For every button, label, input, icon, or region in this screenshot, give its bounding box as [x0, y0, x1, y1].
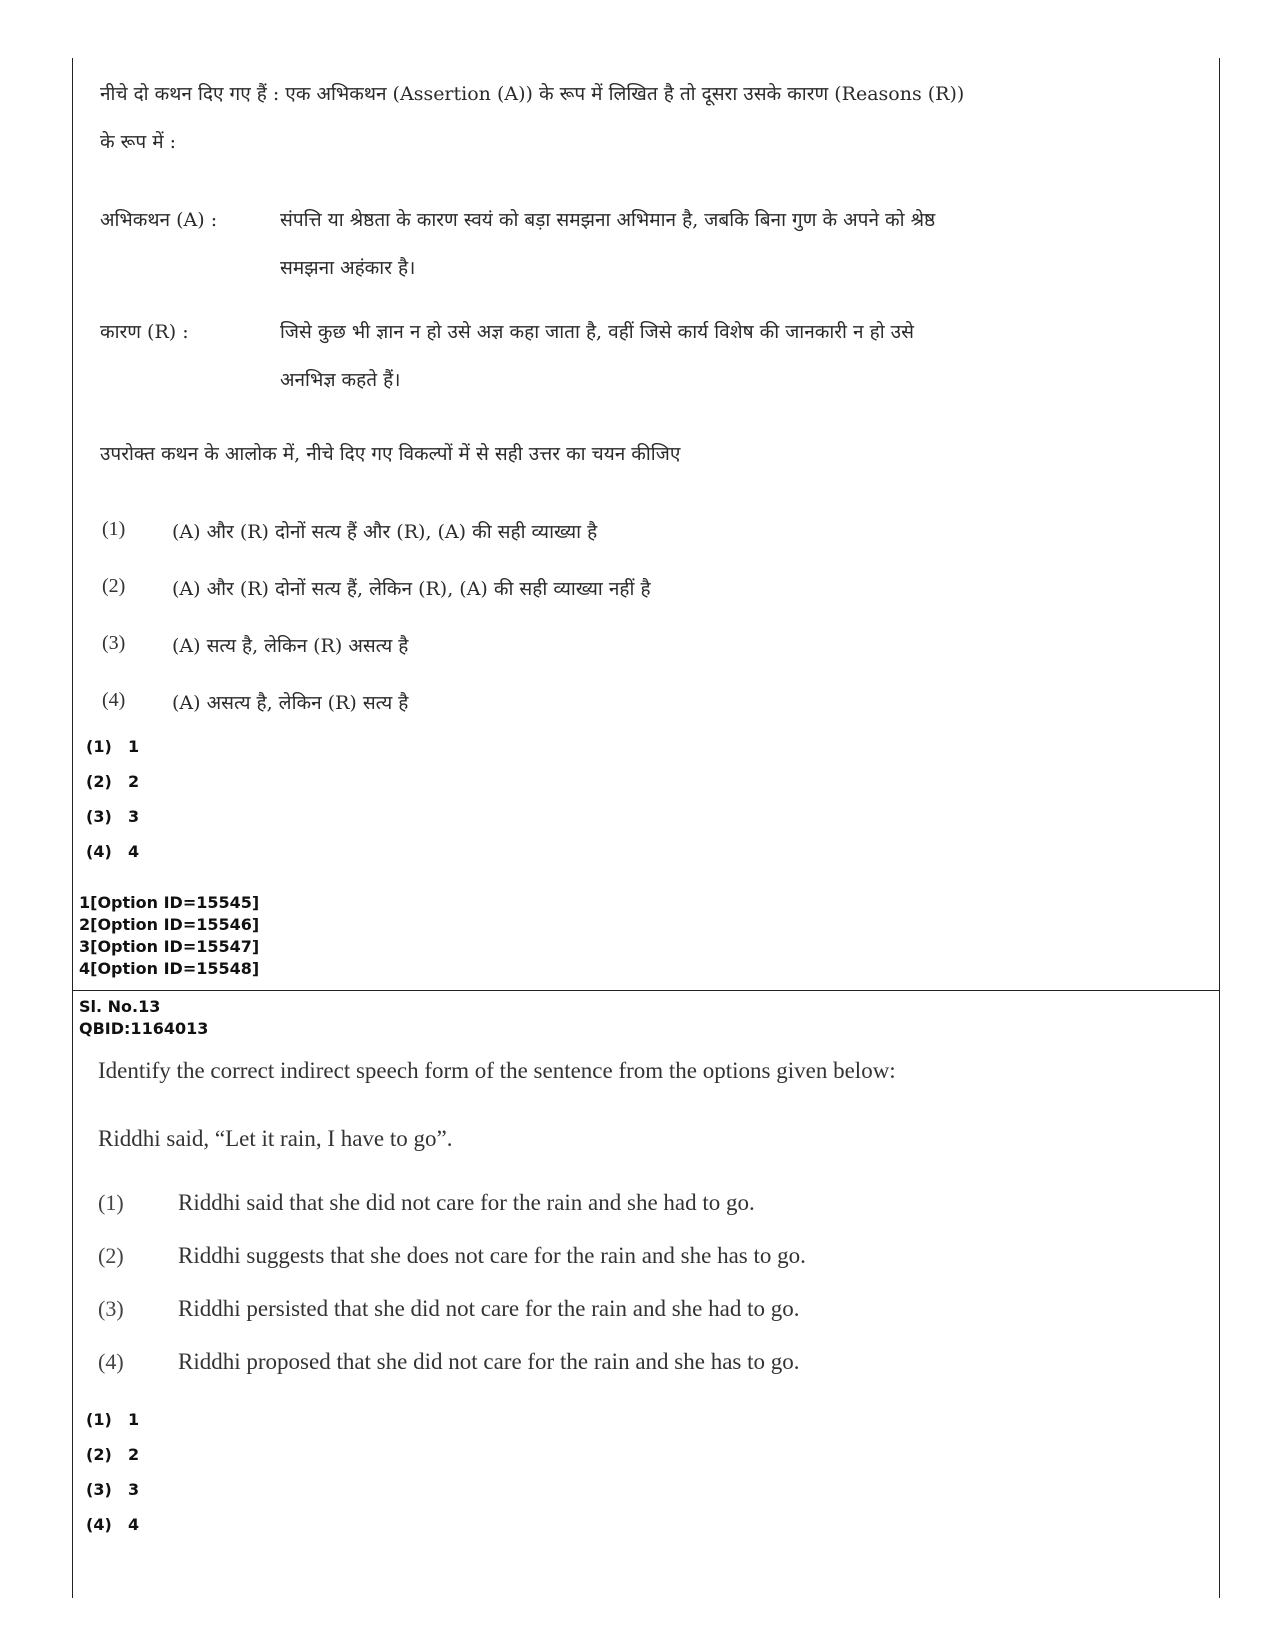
q13-option-num: (4) — [98, 1349, 124, 1374]
q12-option-num: (3) — [102, 632, 126, 654]
q12-option-text: (A) और (R) दोनों सत्य हैं और (R), (A) की सही व्याख्या है — [172, 521, 598, 543]
q13-option-num: (2) — [98, 1243, 124, 1268]
q12-answer-choice[interactable] — [86, 772, 139, 791]
answer-val: 2 — [128, 772, 140, 791]
q12-answer-choice[interactable] — [86, 807, 139, 826]
answer-val: 2 — [128, 1445, 140, 1464]
question-divider — [72, 990, 1220, 991]
q12-assertion-label: अभिकथन (A) : — [100, 209, 218, 231]
q12-intro-line2: के रूप में : — [100, 131, 177, 153]
q12-answer-choice[interactable] — [86, 737, 139, 756]
answer-val: 3 — [128, 807, 140, 826]
q13-option-text: Riddhi suggests that she does not care for the rain and she has to go. — [178, 1243, 806, 1268]
answer-num: (2) — [86, 772, 112, 791]
q13-serial-number: Sl. No.13 — [79, 997, 161, 1016]
q12-option-num: (2) — [102, 575, 126, 597]
q12-reason-label: कारण (R) : — [100, 321, 189, 343]
answer-num: (3) — [86, 807, 112, 826]
answer-val: 4 — [128, 1515, 140, 1534]
left-border — [72, 58, 73, 1598]
answer-num: (1) — [86, 1410, 112, 1429]
answer-num: (1) — [86, 737, 112, 756]
answer-num: (2) — [86, 1445, 112, 1464]
right-border — [1219, 58, 1220, 1598]
q12-option-id: 1[Option ID=15545] — [79, 893, 260, 912]
q12-option-id: 3[Option ID=15547] — [79, 937, 260, 956]
q12-intro-line1: नीचे दो कथन दिए गए हैं : एक अभिकथन (Assertion (A)) के रूप में लिखित है तो दूसरा उसके कारण (Reasons (R)) — [100, 83, 965, 105]
q13-answer-choice[interactable] — [86, 1480, 139, 1499]
q13-option-num: (3) — [98, 1296, 124, 1321]
q12-option-text: (A) असत्य है, लेकिन (R) सत्य है — [172, 692, 409, 714]
q12-option-num: (1) — [102, 518, 126, 540]
answer-num: (3) — [86, 1480, 112, 1499]
q12-reason-line2: अनभिज्ञ कहते हैं। — [280, 369, 401, 391]
q13-answer-choice[interactable] — [86, 1410, 139, 1429]
q13-answer-choice[interactable] — [86, 1445, 139, 1464]
answer-num: (4) — [86, 1515, 112, 1534]
answer-val: 3 — [128, 1480, 140, 1499]
q12-assertion-line2: समझना अहंकार है। — [280, 257, 416, 279]
answer-val: 1 — [128, 737, 140, 756]
q13-option-num: (1) — [98, 1190, 124, 1215]
q13-option-text: Riddhi persisted that she did not care for the rain and she had to go. — [178, 1296, 800, 1321]
answer-num: (4) — [86, 842, 112, 861]
q13-question-text: Identify the correct indirect speech form of the sentence from the options given below: — [98, 1058, 896, 1083]
q12-reason-line1: जिसे कुछ भी ज्ञान न हो उसे अज्ञ कहा जाता है, वहीं जिसे कार्य विशेष की जानकारी न हो उसे — [280, 321, 914, 343]
q13-answer-choice[interactable] — [86, 1515, 139, 1534]
q12-assertion-line1: संपत्ति या श्रेष्ठता के कारण स्वयं को बड़ा समझना अभिमान है, जबकि बिना गुण के अपने को श्रेष्ठ — [280, 209, 936, 231]
q13-option-text: Riddhi proposed that she did not care for the rain and she has to go. — [178, 1349, 800, 1374]
q12-option-text: (A) और (R) दोनों सत्य हैं, लेकिन (R), (A) की सही व्याख्या नहीं है — [172, 578, 651, 600]
q12-instruction: उपरोक्त कथन के आलोक में, नीचे दिए गए विकल्पों में से सही उत्तर का चयन कीजिए — [100, 443, 681, 465]
answer-val: 4 — [128, 842, 140, 861]
q12-option-id: 2[Option ID=15546] — [79, 915, 260, 934]
q12-answer-choice[interactable] — [86, 842, 139, 861]
q12-option-id: 4[Option ID=15548] — [79, 959, 260, 978]
q12-option-num: (4) — [102, 689, 126, 711]
q12-option-text: (A) सत्य है, लेकिन (R) असत्य है — [172, 635, 409, 657]
q13-qbid: QBID:1164013 — [79, 1019, 209, 1038]
answer-val: 1 — [128, 1410, 140, 1429]
q13-option-text: Riddhi said that she did not care for the rain and she had to go. — [178, 1190, 755, 1215]
q13-sentence: Riddhi said, “Let it rain, I have to go”. — [98, 1126, 453, 1151]
